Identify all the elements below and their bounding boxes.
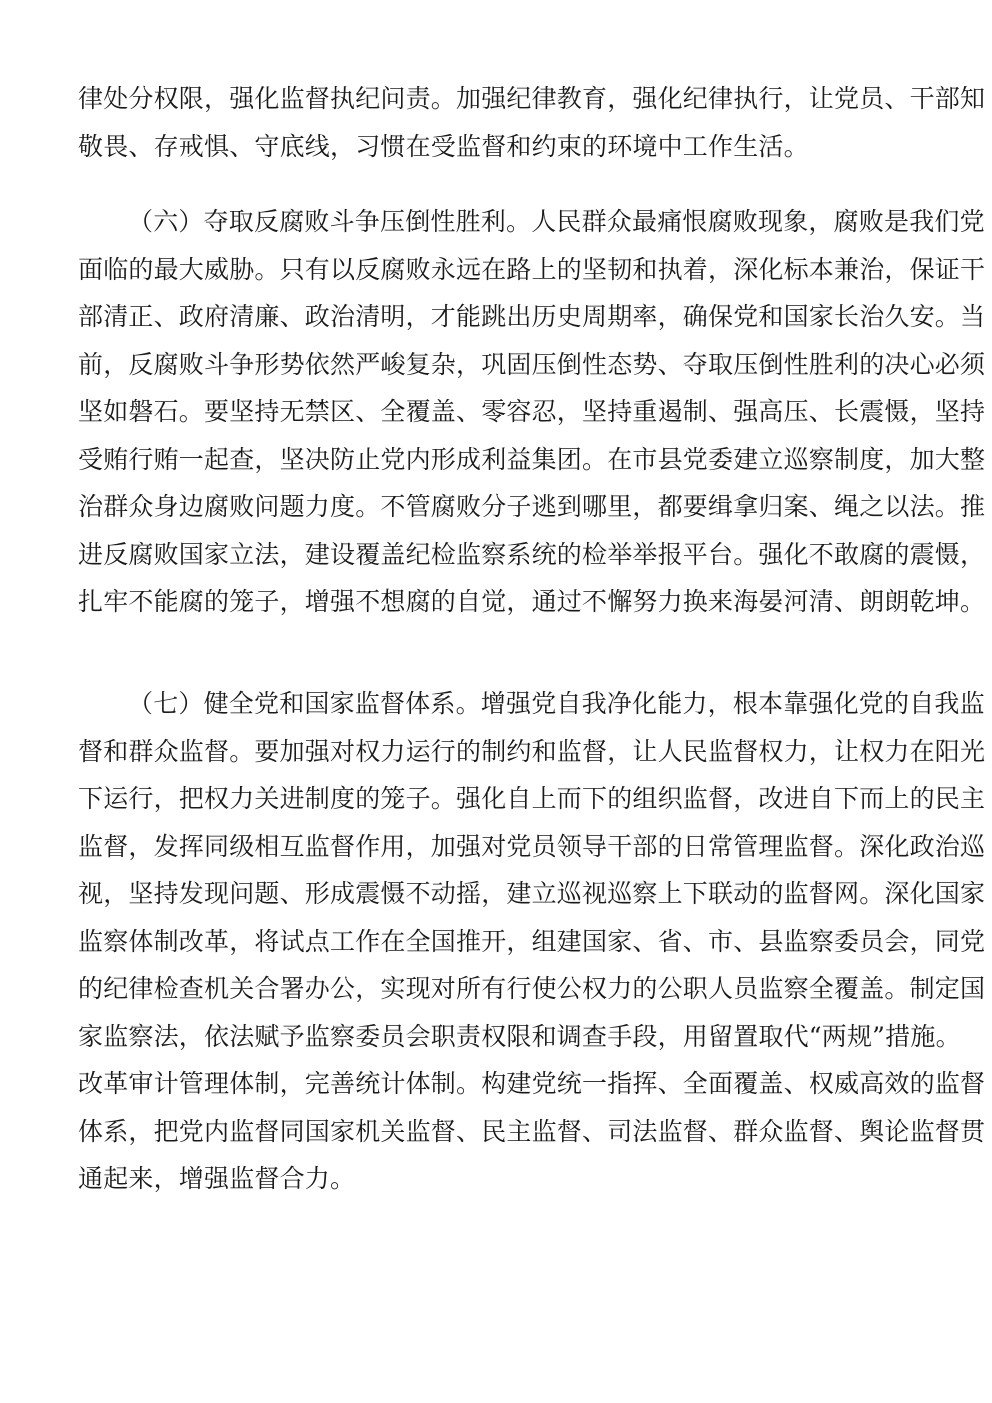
text-line: 治群众身边腐败问题力度。不管腐败分子逃到哪里，都要缉拿归案、绳之以法。推 [78,492,986,521]
text-line: 律处分权限，强化监督执纪问责。加强纪律教育，强化纪律执行，让党员、干部知 [78,84,986,113]
text-line: 敬畏、存戒惧、守底线，习惯在受监督和约束的环境中工作生活。 [78,131,809,161]
text-line: （六）夺取反腐败斗争压倒性胜利。人民群众最痛恨腐败现象，腐败是我们党 [128,207,985,236]
text-line: 前，反腐败斗争形势依然严峻复杂，巩固压倒性态势、夺取压倒性胜利的决心必须 [78,349,986,379]
text-line: 面临的最大威胁。只有以反腐败永远在路上的坚韧和执着，深化标本兼治，保证干 [78,254,986,284]
text-line: 下运行，把权力关进制度的笼子。强化自上而下的组织监督，改进自下而上的民主 [78,784,986,813]
text-line: 坚如磐石。要坚持无禁区、全覆盖、零容忍，坚持重遏制、强高压、长震慑，坚持 [78,397,986,426]
text-line: 扎牢不能腐的笼子，增强不想腐的自觉，通过不懈努力换来海晏河清、朗朗乾坤。 [78,587,986,616]
text-line: （七）健全党和国家监督体系。增强党自我净化能力，根本靠强化党的自我监 [128,689,985,718]
text-line: 监察体制改革，将试点工作在全国推开，组建国家、省、市、县监察委员会，同党 [78,926,986,956]
paragraph-supervision-system [78,680,986,1203]
paragraph-anti-corruption [78,198,986,626]
text-line: 的纪律检查机关合署办公，实现对所有行使公权力的公职人员监察全覆盖。制定国 [78,974,986,1003]
text-line: 部清正、政府清廉、政治清明，才能跳出历史周期率，确保党和国家长治久安。当 [78,302,986,331]
text-line: 改革审计管理体制，完善统计体制。构建党统一指挥、全面覆盖、权威高效的监督 [78,1069,986,1098]
text-line: 督和群众监督。要加强对权力运行的制约和监督，让人民监督权力，让权力在阳光 [78,736,986,766]
text-line: 受贿行贿一起查，坚决防止党内形成利益集团。在市县党委建立巡察制度，加大整 [78,444,986,474]
text-line: 进反腐败国家立法，建设覆盖纪检监察系统的检举举报平台。强化不敢腐的震慑， [78,539,986,569]
text-line: 家监察法，依法赋予监察委员会职责权限和调查手段，用留置取代“两规”措施。 [78,1021,961,1051]
text-line: 监督，发挥同级相互监督作用，加强对党员领导干部的日常管理监督。深化政治巡 [78,831,986,861]
text-line: 视，坚持发现问题、形成震慑不动摇，建立巡视巡察上下联动的监督网。深化国家 [78,879,986,908]
text-line: 通起来，增强监督合力。 [78,1164,356,1193]
text-line: 体系，把党内监督同国家机关监督、民主监督、司法监督、群众监督、舆论监督贯 [78,1116,986,1146]
paragraph-discipline-continued [78,75,986,170]
